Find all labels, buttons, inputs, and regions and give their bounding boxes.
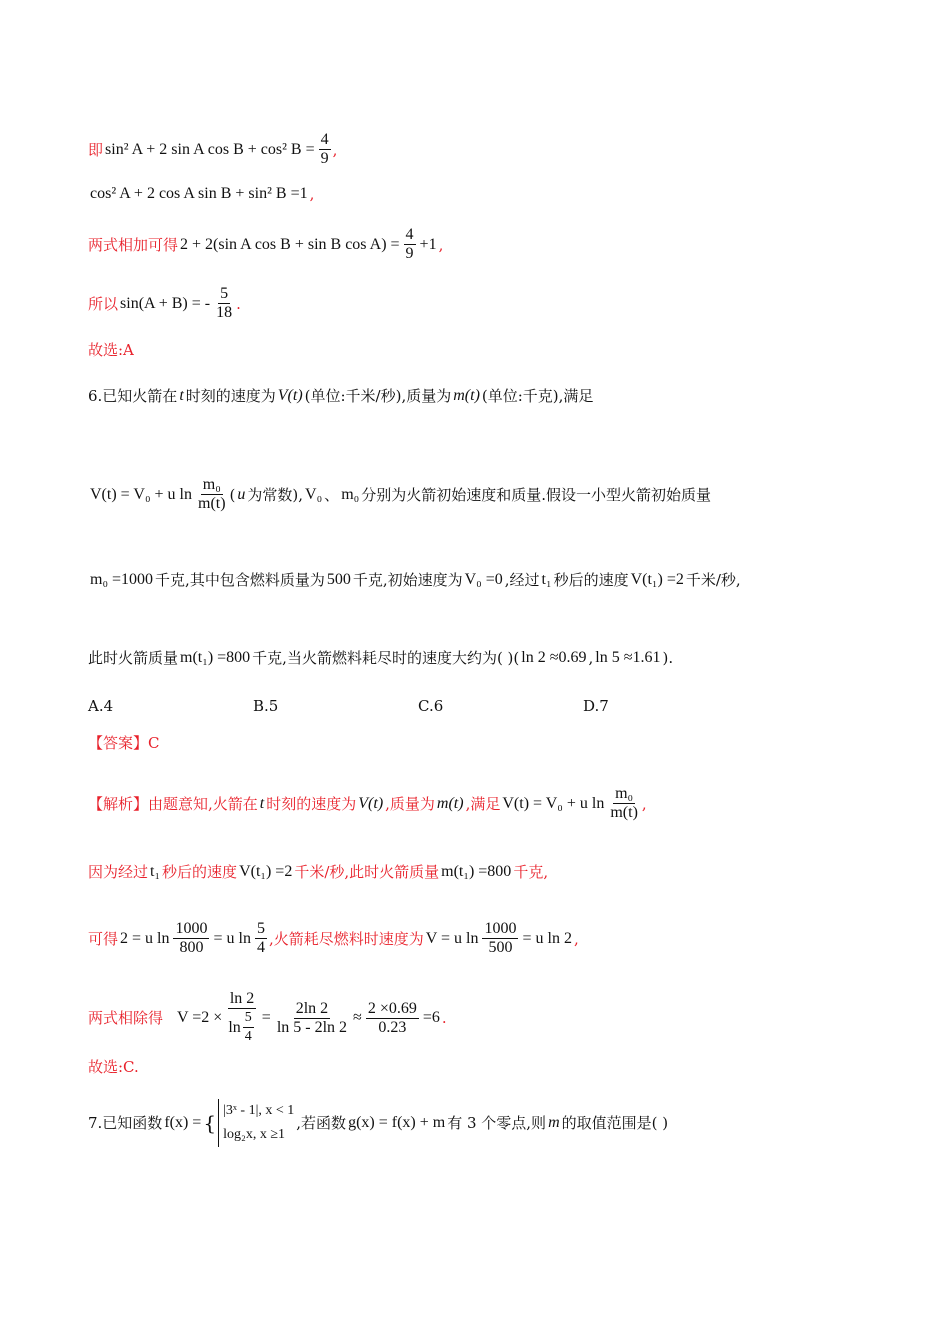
sol-var-mt: m(t) <box>436 794 464 812</box>
solution3-text-b: ,火箭耗尽燃料时速度为 <box>268 929 424 948</box>
solution-line-1 <box>88 785 647 822</box>
eq-2: cos² A + 2 cos A sin B + sin² B =1 <box>90 185 308 202</box>
q6-text-e: ( <box>229 485 236 504</box>
fraction-ln2-ln54: ln 2 ln $\frac{5}{4}$ <box>228 990 255 1044</box>
sol3-eq2: V = u ln <box>425 929 479 947</box>
fraction-numeric: $\frac{2 \times 0.69}{0.23}$ <box>367 999 417 1036</box>
var-t: t <box>179 387 184 404</box>
q6-text-c: (单位:千米/秒),质量为 <box>304 387 452 405</box>
fraction-m0-mt: $\frac{\text{m₀}}{m(t)}$ <box>198 476 226 512</box>
q7-gx: g(x) = f(x) + m <box>348 1114 446 1131</box>
solution-text-c: ,质量为 <box>385 794 435 813</box>
solution-line-4 <box>88 990 447 1046</box>
q6-text-p: ). <box>662 649 674 667</box>
q6-text-a: 6.已知火箭在 <box>88 387 178 405</box>
q6-text-k: 秒后的速度 <box>553 571 629 589</box>
q6-line-1 <box>88 386 593 406</box>
eq-1: sin² A + 2 sin A cos B + cos² B = <box>105 140 315 158</box>
fraction-2ln2: $\frac{2\ln 2}{\ln 5 - 2\ln 2}$ <box>276 999 348 1036</box>
q6-line-2 <box>88 476 711 513</box>
q6-text-i3: 千克,初始速度为 <box>352 571 463 589</box>
fraction-1000-800: $\frac{1000}{800}$ <box>175 920 208 956</box>
q6-text-d: (单位:千克),满足 <box>481 387 594 405</box>
sol3-eq1b: = u ln <box>213 929 251 947</box>
sol4-result: =6 <box>422 1009 440 1026</box>
var-mt: m(t) <box>453 387 480 404</box>
eq-3: 2 + 2(sin A cos B + sin B cos A) = <box>180 235 400 253</box>
mt1-800: m(t₁) =800 <box>180 649 251 666</box>
v0-0: V₀ =0 <box>464 571 503 588</box>
fraction-5-4-small: $\frac{5}{4}$ <box>244 1010 252 1044</box>
var-V0: V₀ <box>305 485 323 503</box>
fuel-500: 500 <box>326 571 351 588</box>
q6-text-g: 、 <box>324 485 340 504</box>
fraction-5-4: $\frac{5}{4}$ <box>256 920 265 956</box>
solution-text-d: ,满足 <box>465 794 501 813</box>
sol-var-Vt: V(t) <box>358 794 384 812</box>
brace: { <box>203 1111 217 1135</box>
q6-text-m: 此时火箭质量 <box>88 649 179 667</box>
ln5-value: ln 5 ≈1.61 <box>595 649 661 666</box>
comma: , <box>332 140 338 159</box>
vt1-2: V(t₁) =2 <box>630 571 684 588</box>
var-u: u <box>237 485 246 503</box>
sol3-eq2b: = u ln 2 <box>522 929 572 947</box>
answer-options <box>88 697 788 717</box>
answer-tag: 【答案】C <box>88 734 160 752</box>
q6-text-i: 千克,其中包含燃料质量为 <box>155 571 325 589</box>
option-a[interactable]: A.4 <box>88 697 114 715</box>
m0-1000: m₀ =1000 <box>90 571 154 588</box>
q7-text-c: 有 3 个零点,则 <box>447 1114 547 1132</box>
line1-prefix: 即 <box>88 140 104 159</box>
q7-m: m <box>548 1114 560 1131</box>
period: . <box>236 294 241 313</box>
solution-tag: 【解析】 <box>88 794 149 813</box>
eq-line-2 <box>88 184 314 204</box>
option-c[interactable]: C.6 <box>418 697 444 715</box>
solution2-text-d: 千克, <box>513 863 549 881</box>
q7-text-a: 7.已知函数 <box>88 1114 163 1132</box>
formula-lhs: V(t) = V₀ + u ln <box>90 485 192 503</box>
option-b[interactable]: B.5 <box>253 697 279 715</box>
fraction-5-18: $\frac{5}{18}$ <box>216 285 233 321</box>
equals-sign: = <box>261 1009 271 1026</box>
option-d[interactable]: D.7 <box>583 697 609 715</box>
fraction-4-9: $\frac{4}{9}$ <box>320 131 329 167</box>
solution-text-b: 时刻的速度为 <box>266 794 357 813</box>
line4-prefix: 所以 <box>88 294 119 313</box>
q6-text-j: ,经过 <box>504 571 540 589</box>
fraction-4-9-b: $\frac{4}{9}$ <box>405 226 414 262</box>
q7-line <box>88 1103 668 1143</box>
line3-prefix: 两式相加可得 <box>88 235 179 254</box>
comma: , <box>438 235 444 254</box>
solution2-text-b: 秒后的速度 <box>162 863 238 881</box>
q6-text-l: 千米/秒, <box>685 571 741 589</box>
sol-formula: V(t) = V₀ + u ln <box>502 794 605 812</box>
q6-text-f: 为常数), <box>247 485 304 504</box>
sol-var-t: t <box>259 794 265 812</box>
piece-1: |3ˣ - 1|, x < 1 <box>223 1103 295 1118</box>
solution4-text-a: 两式相除得 <box>88 1009 164 1027</box>
sol2-mt1: m(t₁) =800 <box>441 863 512 880</box>
var-m0: m₀ <box>341 485 360 503</box>
period: . <box>441 1009 447 1027</box>
line2-suffix: , <box>309 185 315 203</box>
q7-text-b: ,若函数 <box>296 1114 347 1132</box>
ln2-value: ln 2 ≈0.69 <box>521 649 587 666</box>
fraction-1000-500: $\frac{1000}{500}$ <box>484 920 517 956</box>
sol4-v: V =2 × <box>177 1009 223 1026</box>
eq-line-3 <box>88 226 443 263</box>
solution3-text-a: 可得 <box>88 929 119 948</box>
sol-fraction-m0-mt: $\frac{\text{m₀}}{m(t)}$ <box>610 785 638 821</box>
piece-2: log₂x, x ≥1 <box>223 1127 286 1142</box>
solution-line-3 <box>88 920 579 957</box>
piecewise-cases <box>218 1099 294 1147</box>
q6-text-n: 千克,当火箭燃料耗尽时的速度大约为( )( <box>252 649 520 667</box>
approx-sign: ≈ <box>353 1009 362 1026</box>
eq-line-4 <box>88 285 241 322</box>
sol3-eq1: 2 = u ln <box>120 929 170 947</box>
eq-3-tail: +1 <box>419 235 437 253</box>
q7-fx: f(x) = <box>164 1114 202 1131</box>
q6-text-h: 分别为火箭初始速度和质量.假设一小型火箭初始质量 <box>361 485 711 504</box>
solution-line-2 <box>88 862 548 882</box>
var-t1: t₁ <box>541 571 552 588</box>
ln-text: ln <box>228 1018 241 1036</box>
comma: , <box>641 794 647 813</box>
q7-text-d: 的取值范围是( ) <box>561 1114 669 1132</box>
var-Vt: V(t) <box>277 387 303 404</box>
final-choice: 故选:C. <box>88 1058 139 1076</box>
q6-line-3 <box>88 570 741 590</box>
solution2-text-a: 因为经过 <box>88 863 149 881</box>
comma: , <box>573 929 579 948</box>
q6-text-o: , <box>588 649 594 667</box>
solution-text-a: 由题意知,火箭在 <box>148 794 258 813</box>
eq-4: sin(A + B) = - <box>120 294 211 312</box>
eq-line-1 <box>88 131 337 168</box>
sol2-vt1: V(t₁) =2 <box>239 863 293 880</box>
q6-text-b: 时刻的速度为 <box>185 387 276 405</box>
sol2-t1: t₁ <box>150 863 161 880</box>
choice-line-a: 故选:A <box>88 341 134 359</box>
solution2-text-c: 千米/秒,此时火箭质量 <box>294 863 440 881</box>
q6-line-4 <box>88 648 673 668</box>
